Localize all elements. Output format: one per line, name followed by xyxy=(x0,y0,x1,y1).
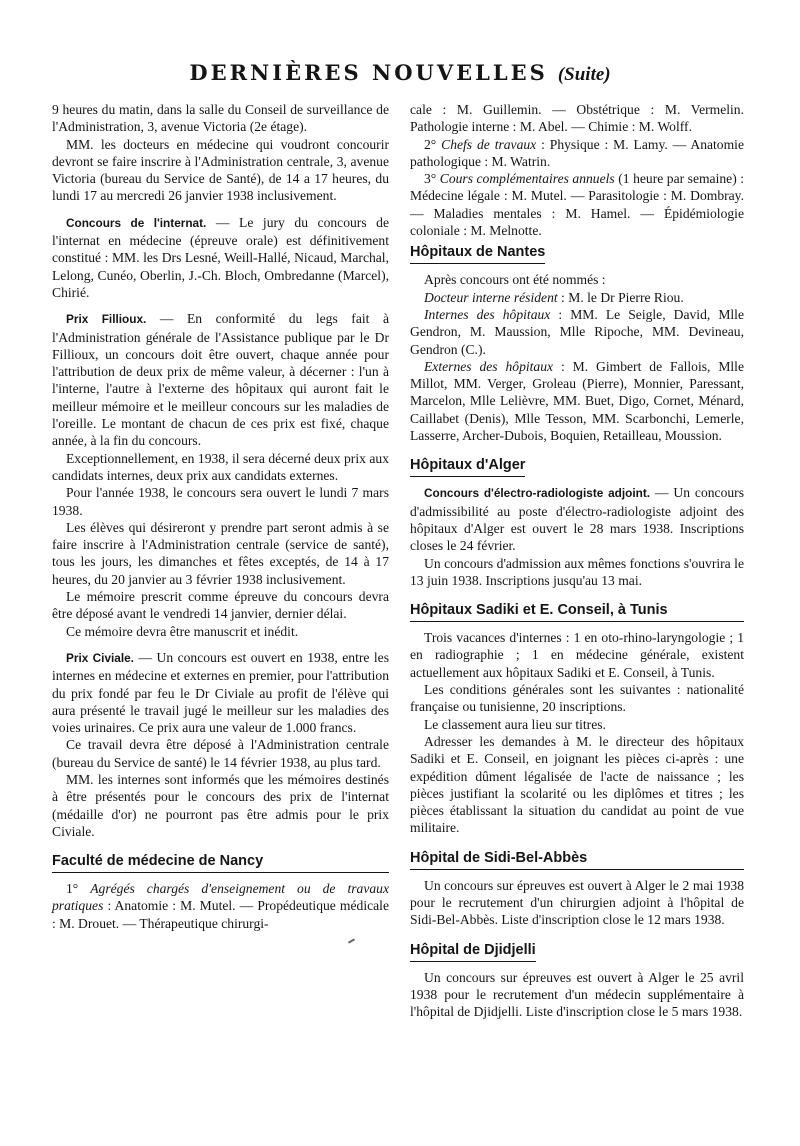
section-heading-sidi-bel-abbes: Hôpital de Sidi-Bel-Abbès xyxy=(410,849,744,870)
run-in-label: Concours de l'internat. xyxy=(66,215,207,230)
paragraph: Ce mémoire devra être manuscrit et inédit. xyxy=(66,623,299,639)
paragraph: Un concours sur épreuves est ouvert à Alger le 25 avril 1938 pour le recrutement d'un médecin supplémentaire à l'hôpital de Djidjelli. Liste d'inscription close le 5 mars 1938. xyxy=(410,969,744,1020)
section-heading-nantes: Hôpitaux de Nantes xyxy=(410,243,545,264)
paragraph: Exceptionnellement, en 1938, il sera décerné deux prix aux candidats internes, deux prix aux candidats externes. xyxy=(52,450,389,483)
paragraph: Adresser les demandes à M. le directeur des hôpitaux Sadiki et E. Conseil, en joignant les pièces ci-après : une expédition dûment légalisée de l'acte de naissance ; les pièces justifiant la scolarité ou les diplômes et titres ; les pièces établissant la situation du candidat au point de vue militaire. xyxy=(410,733,744,836)
paragraph: cale : M. Guillemin. — Obstétrique : M. Vermelin. Pathologie interne : M. Abel. — Chimie : M. Wolff. xyxy=(410,102,744,135)
section-heading-tunis: Hôpitaux Sadiki et E. Conseil, à Tunis xyxy=(410,601,744,622)
section-heading-alger: Hôpitaux d'Alger xyxy=(410,456,525,477)
print-speck xyxy=(348,938,355,943)
run-in-label: Prix Fillioux. xyxy=(66,312,147,327)
section-title: DERNIÈRES NOUVELLES xyxy=(189,60,548,85)
section-heading-nancy: Faculté de médecine de Nancy xyxy=(52,852,389,873)
paragraph: Un concours sur épreuves est ouvert à Alger le 2 mai 1938 pour le recrutement d'un chirurgien adjoint à l'hôpital de Sidi-Bel-Abbès. Liste d'inscription close le 12 mars 1938. xyxy=(410,877,744,928)
paragraph: Pour l'année 1938, le concours sera ouvert le lundi 7 mars 1938. xyxy=(52,485,389,518)
paragraph: Les conditions générales sont les suivantes : nationalité française ou tunisienne, 20 inscriptions. xyxy=(410,682,744,715)
internat-notice: Concours de l'internat. — Le jury du concours de l'internat en médecine (épreuve orale) est définitivement constitué : MM. les Drs Lesné, Weill-Hallé, Nicaud, Marchal, Lelong, Cunéo, Oberlin, J.-Ch. Bloch, Ombredanne (Marcel), Chirié. xyxy=(52,214,390,300)
paragraph: Le classement aura lieu sur titres. xyxy=(424,716,606,732)
page-header xyxy=(0,58,800,90)
paragraph: Le mémoire prescrit comme épreuve du concours devra être déposé avant le vendredi 14 janvier, dernier délai. xyxy=(52,589,389,622)
section-heading-djidjelli: Hôpital de Djidjelli xyxy=(410,941,536,962)
nantes-internes: Internes des hôpitaux : MM. Le Seigle, David, Mlle Gendron, M. Maussion, Mlle Ripoche, MM. Devineau, Gendron (C.). xyxy=(410,306,744,357)
section-suite: (Suite) xyxy=(557,64,611,85)
right-column xyxy=(410,101,744,1020)
paragraph: Les élèves qui désireront y prendre part seront admis à se faire inscrire à l'Administration centrale (service de santé), tous les jours, les dimanches et fêtes exceptés, de 14 à 17 heures, du 20 janvier au 3 février 1938 inclusivement. xyxy=(52,519,389,587)
paragraph: MM. les internes sont informés que les mémoires destinés à être présentés pour le concours des prix de l'internat (médaille d'or) ne pourront pas être admis pour le prix Civiale. xyxy=(52,771,389,839)
nantes-externes: Externes des hôpitaux : M. Gimbert de Fallois, Mlle Millot, MM. Verger, Groleau (Pierre), Monnier, Paressant, Marcelon, Mlle Lelièvre, MM. Buet, Digo, Cornet, Ménard, Caillabet (Denis), Mlle Tesson, MM. Scarbonchi, Lemerle, Lasserre, Archer-Dubois, Boquien, Retailleau, Moussion. xyxy=(410,358,744,444)
left-column xyxy=(52,101,389,932)
paragraph: Trois vacances d'internes : 1 en oto-rhino-laryngologie ; 1 en radiographie ; 1 en médecine générale, existent actuellement aux hôpitaux Sadiki et E. Conseil, à Tunis. xyxy=(410,630,744,680)
fillioux-notice: Prix Fillioux. — En conformité du legs fait à l'Administration générale de l'Assistance publique par le Dr Fillioux, un concours doit être ouvert, chaque année pour l'attribution de deux prix de même valeur, à décerner : l'un à l'interne, l'autre à l'externe des hôpitaux qui auront fait le meilleur mémoire et le meilleur concours sur les maladies de l'oreille. Le montant de chacun de ces prix est fixé, chaque année, à la fin du concours. xyxy=(52,311,389,449)
paragraph: MM. les docteurs en médecine qui voudront concourir devront se faire inscrire à l'Administration centrale, 3, avenue Victoria (bureau du Service de Santé), de 14 a 17 heures, du lundi 17 au mercredi 26 janvier 1938 inclusivement. xyxy=(52,136,389,204)
paragraph: Après concours ont été nommés : xyxy=(424,272,606,288)
chefs-list: 2° Chefs de travaux : Physique : M. Lamy. — Anatomie pathologique : M. Watrin. xyxy=(410,136,744,169)
paragraph: Ce travail devra être déposé à l'Administration centrale (bureau du Service de santé) le 14 février 1938, au plus tard. xyxy=(52,737,389,770)
run-in-label: Concours d'électro-radiologiste adjoint. xyxy=(424,486,651,501)
run-in-label: Prix Civiale. xyxy=(66,650,134,665)
nantes-docteur: Docteur interne résident : M. le Dr Pierre Riou. xyxy=(424,289,684,305)
civiale-notice: Prix Civiale. — Un concours est ouvert en 1938, entre les internes en médecine et externes en premier, pour l'attribution du prix fondé par feu le Dr Civiale au profit de l'élève qui aura présenté le travail jugé le meilleur sur les maladies des voies urinaires. Ce prix aura une valeur de 1.000 francs. xyxy=(52,649,389,736)
paragraph: 9 heures du matin, dans la salle du Conseil de surveillance de l'Administration, 3, avenue Victoria (2e étage). xyxy=(52,102,389,135)
nancy-list: 1° Agrégés chargés d'enseignement ou de travaux pratiques : Anatomie : M. Mutel. — Propédeutique médicale : M. Drouet. — Thérapeutique chirurgi- xyxy=(52,881,389,931)
cours-list: 3° Cours complémentaires annuels (1 heure par semaine) : Médecine légale : M. Mutel. — Parasitologie : M. Dombray. — Maladies mentales : M. Hamel. — Épidémiologie coloniale : M. Melnotte. xyxy=(410,171,745,239)
paragraph: Un concours d'admission aux mêmes fonctions s'ouvrira le 13 juin 1938. Inscriptions jusqu'au 13 mai. xyxy=(410,555,744,588)
alger-notice: Concours d'électro-radiologiste adjoint. — Un concours d'admissibilité au poste d'électro-radiologiste adjoint des hôpitaux d'Alger est ouvert le 28 mars 1938. Inscriptions closes le 24 février. xyxy=(410,485,744,554)
